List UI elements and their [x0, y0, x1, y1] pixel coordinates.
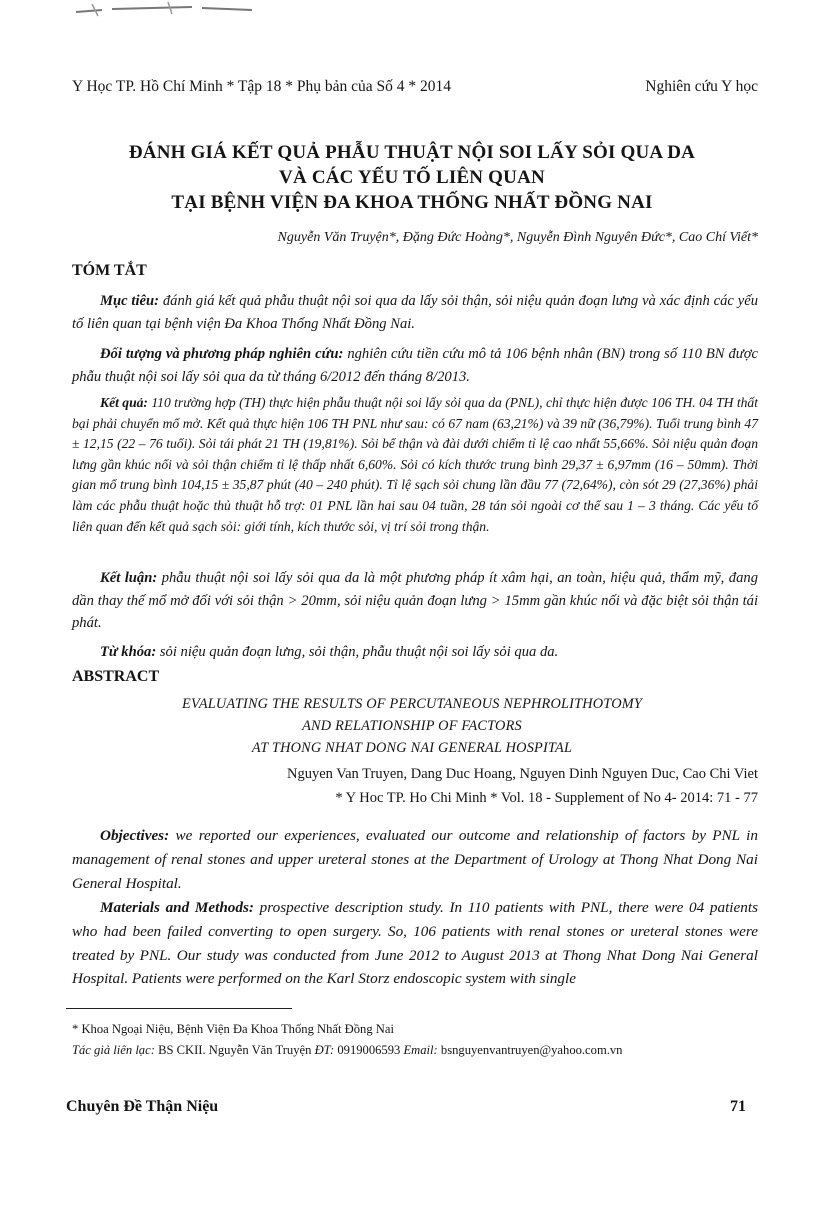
- phone-number: 0919006593: [337, 1043, 401, 1057]
- paper-title-line-2: VÀ CÁC YẾU TỐ LIÊN QUAN: [279, 167, 545, 188]
- conclusion-label-vi: Kết luận:: [100, 570, 158, 586]
- citation-line: * Y Hoc TP. Ho Chi Minh * Vol. 18 - Supplement of No 4- 2014: 71 - 77: [335, 790, 758, 806]
- scan-artifact-mark: [72, 0, 282, 20]
- objective-paragraph: [72, 290, 758, 335]
- keywords-text: sỏi niệu quản đoạn lưng, sỏi thận, phẫu thuật nội soi lấy sỏi qua da.: [159, 644, 559, 660]
- abstract-heading: ABSTRACT: [72, 668, 160, 685]
- objective-label: Mục tiêu:: [100, 293, 159, 309]
- methods-paragraph-en: [72, 896, 758, 991]
- methods-paragraph-vi: [72, 343, 758, 388]
- methods-label-vi: Đối tượng và phương pháp nghiên cứu:: [100, 346, 344, 362]
- english-title-line-1: EVALUATING THE RESULTS OF PERCUTANEOUS NEPHROLITHOTOMY: [182, 696, 642, 712]
- journal-header: Y Học TP. Hồ Chí Minh * Tập 18 * Phụ bản của Số 4 * 2014: [72, 78, 452, 95]
- author-list-en: Nguyen Van Truyen, Dang Duc Hoang, Nguyen Dinh Nguyen Duc, Cao Chi Viet: [286, 766, 758, 782]
- summary-heading: TÓM TẮT: [72, 262, 147, 279]
- keywords-label: Từ khóa:: [100, 644, 157, 660]
- section-header: Nghiên cứu Y học: [645, 78, 758, 95]
- methods-label-en: Materials and Methods:: [100, 899, 254, 916]
- footnote-contact: [72, 1043, 622, 1058]
- objectives-text-en: we reported our experiences, evaluated our outcome and relationship of factors by PNL in management of renal stones and upper ureteral stones at the Department of Urology at Thong Nhat Dong Nai General Hospital.: [72, 827, 759, 892]
- conclusion-paragraph-vi: [72, 567, 758, 635]
- email-address: bsnguyenvantruyen@yahoo.com.vn: [440, 1043, 623, 1057]
- english-title-line-2: AND RELATIONSHIP OF FACTORS: [302, 718, 522, 734]
- footnote-divider: [66, 1008, 292, 1009]
- email-label: Email:: [403, 1043, 438, 1057]
- methods-text-vi: nghiên cứu tiền cứu mô tả 106 bệnh nhân (BN) trong số 110 BN được phẫu thuật nội soi lấy sỏi qua da từ tháng 6/2012 đến tháng 8/2013.: [72, 346, 759, 385]
- footer-title: Chuyên Đề Thận Niệu: [66, 1098, 219, 1115]
- page-number: 71: [730, 1098, 746, 1115]
- contact-name: BS CKII. Nguyễn Văn Truyện: [158, 1043, 312, 1057]
- paper-title-line-1: ĐÁNH GIÁ KẾT QUẢ PHẪU THUẬT NỘI SOI LẤY SỎI QUA DA: [128, 142, 696, 163]
- footnote-affiliation: * Khoa Ngoại Niệu, Bệnh Viện Đa Khoa Thống Nhất Đồng Nai: [72, 1022, 394, 1036]
- objective-text: đánh giá kết quả phẫu thuật nội soi qua da lấy sỏi thận, sỏi niệu quản đoạn lưng và xác định các yếu tố liên quan tại bệnh viện Đa Khoa Thống Nhất Đồng Nai.: [72, 293, 759, 332]
- results-text-vi: 110 trường hợp (TH) thực hiện phẫu thuật nội soi lấy sỏi qua da (PNL), chỉ thực hiện được 106 TH. 04 TH thất bại phải chuyển mổ mở. Kết quả thực hiện 106 TH PNL như sau: có 67 nam (63,21%) và 39 nữ (36,79%). Tuổi trung bình 47 ± 12,15 (22 – 76 tuổi). Sỏi tái phát 21 TH (19,81%). Sỏi bể thận và đài dưới chiếm tỉ lệ cao nhất 55,66%. Sỏi niệu quản đoạn lưng gần khúc nối và sỏi thận chiếm tỉ lệ thấp nhất 6,60%. Sỏi có kích thước trung bình 29,37 ± 6,97mm (16 – 50mm). Thời gian mổ trung bình 104,15 ± 35,87 phút (40 – 240 phút). Tỉ lệ sạch sỏi chung lần đầu 77 (72,64%), còn sót 29 (27,36%) phải làm các phẫu thuật hoặc thủ thuật hỗ trợ: 01 PNL lần hai sau 04 tuần, 28 tán sỏi ngoài cơ thể sau 1 – 3 tháng. Các yếu tố liên quan đến kết quả sạch sỏi: giới tính, kích thước sỏi, vị trí sỏi trong thận.: [72, 395, 758, 534]
- conclusion-text-vi: phẫu thuật nội soi lấy sỏi qua da là một phương pháp ít xâm hại, an toàn, hiệu quả, thẩm mỹ, đang dần thay thế mổ mở đối với sỏi thận > 20mm, sỏi niệu quản đoạn lưng > 15mm gần khúc nối và đặc biệt sỏi thận tái phát.: [72, 570, 758, 632]
- paper-title-line-3: TẠI BỆNH VIỆN ĐA KHOA THỐNG NHẤT ĐỒNG NAI: [171, 192, 653, 213]
- keywords-paragraph: [72, 641, 758, 664]
- author-list-vi: Nguyễn Văn Truyện*, Đặng Đức Hoàng*, Nguyễn Đình Nguyên Đức*, Cao Chí Viết*: [277, 230, 758, 245]
- phone-label: ĐT:: [314, 1043, 335, 1057]
- english-title-line-3: AT THONG NHAT DONG NAI GENERAL HOSPITAL: [251, 740, 573, 756]
- contact-label: Tác giả liên lạc:: [72, 1043, 155, 1057]
- objectives-label-en: Objectives:: [100, 827, 170, 844]
- objectives-paragraph-en: [72, 824, 758, 895]
- results-label-vi: Kết quả:: [100, 395, 148, 410]
- methods-text-en: prospective description study. In 110 patients with PNL, there were 04 patients who had been failed converting to open surgery. So, 106 patients with renal stones or ureteral stones were treated by PNL. Our study was conducted from June 2012 to August 2013 at Thong Nhat Dong Nai General Hospital. Patients were performed on the Karl Storz endoscopic system with single: [72, 899, 758, 988]
- results-paragraph-vi: [72, 393, 758, 537]
